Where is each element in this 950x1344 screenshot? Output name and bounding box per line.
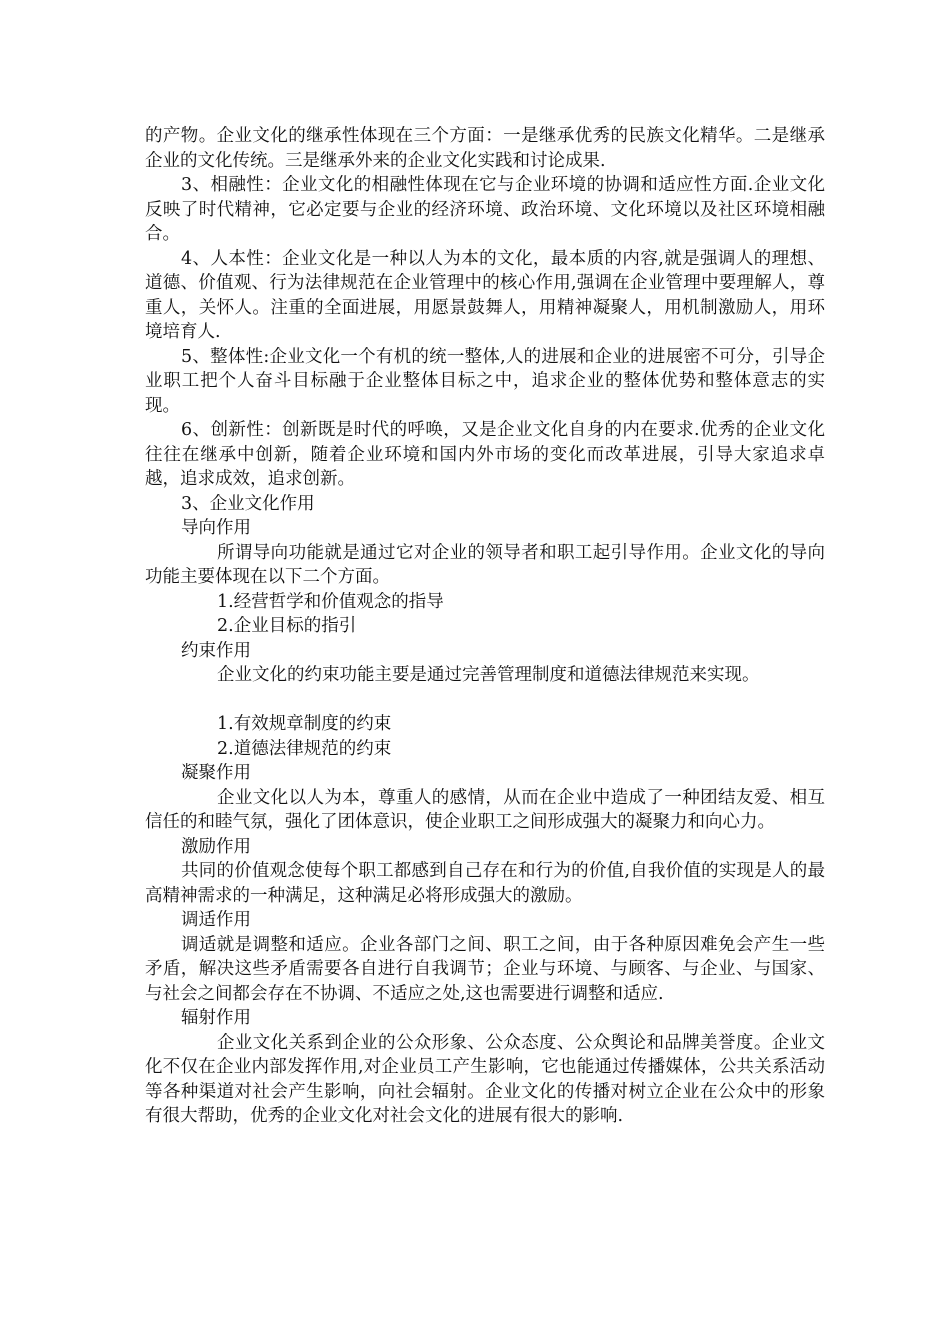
list-item-constraint-1: 1.有效规章制度的约束 [217, 714, 392, 734]
paragraph-constraint: 企业文化的约束功能主要是通过完善管理制度和道德法律规范来实现。 [217, 665, 760, 685]
paragraph-adjustment: 调适就是调整和适应。企业各部门之间、职工之间，由于各种原因难免会产生一些矛盾，解决这些矛盾需要各自进行自我调节；企业与环境、与顾客、与企业、与国家、与社会之间都会存在不协调、不适应之处,这也需要进行调整和适应. [145, 934, 825, 1004]
paragraph-integrity: 5、整体性:企业文化一个有机的统一整体,人的进展和企业的进展密不可分，引导企业职工把个人奋斗目标融于企业整体目标之中，追求企业的整体优势和整体意志的实现。 [145, 346, 825, 416]
subheading-guidance: 导向作用 [181, 518, 251, 538]
paragraph-radiation: 企业文化关系到企业的公众形象、公众态度、公众舆论和品牌美誉度。企业文化不仅在企业内部发挥作用,对企业员工产生影响，它也能通过传播媒体，公共关系活动等各种渠道对社会产生影响，向社会辐射。企业文化的传播对树立企业在公众中的形象有很大帮助，优秀的企业文化对社会文化的进展有很大的影响. [145, 1032, 825, 1126]
paragraph-human-oriented: 4、人本性：企业文化是一种以人为本的文化，最本质的内容,就是强调人的理想、道德、价值观、行为法律规范在企业管理中的核心作用,强调在企业管理中要理解人，尊重人，关怀人。注重的全面进展，用愿景鼓舞人，用精神凝聚人，用机制激励人，用环境培育人. [145, 248, 825, 342]
document-body [145, 124, 825, 1129]
subheading-radiation: 辐射作用 [181, 1008, 251, 1028]
subheading-constraint: 约束作用 [181, 640, 251, 661]
blank-line [145, 688, 825, 713]
paragraph-innovation: 6、创新性：创新既是时代的呼唤，又是企业文化自身的内在要求.优秀的企业文化往往在继承中创新，随着企业环境和国内外市场的变化而改革进展，引导大家追求卓越，追求成效，追求创新。 [145, 420, 825, 489]
subheading-cohesion: 凝聚作用 [181, 763, 251, 783]
subheading-adjustment: 调适作用 [181, 910, 251, 930]
paragraph-guidance: 所谓导向功能就是通过它对企业的领导者和职工起引导作用。企业文化的导向功能主要体现在以下二个方面。 [145, 542, 825, 587]
paragraph-motivation: 共同的价值观念使每个职工都感到自己存在和行为的价值,自我价值的实现是人的最高精神需求的一种满足，这种满足必将形成强大的激励。 [145, 861, 825, 906]
paragraph-inheritance-continued: 的产物。企业文化的继承性体现在三个方面：一是继承优秀的民族文化精华。二是继承企业的文化传统。三是继承外来的企业文化实践和讨论成果. [145, 126, 825, 171]
subheading-motivation: 激励作用 [181, 836, 251, 857]
paragraph-compatibility: 3、相融性：企业文化的相融性体现在它与企业环境的协调和适应性方面.企业文化反映了时代精神，它必定要与企业的经济环境、政治环境、文化环境以及社区环境相融合。 [145, 175, 825, 244]
list-item-guidance-1: 1.经营哲学和价值观念的指导 [217, 591, 444, 612]
list-item-guidance-2: 2.企业目标的指引 [217, 616, 357, 636]
section-heading-functions: 3、企业文化作用 [181, 493, 315, 514]
list-item-constraint-2: 2.道德法律规范的约束 [217, 738, 392, 759]
paragraph-cohesion: 企业文化以人为本，尊重人的感情，从而在企业中造成了一种团结友爱、相互信任的和睦气氛，强化了团体意识，使企业职工之间形成强大的凝聚力和向心力。 [145, 787, 825, 832]
